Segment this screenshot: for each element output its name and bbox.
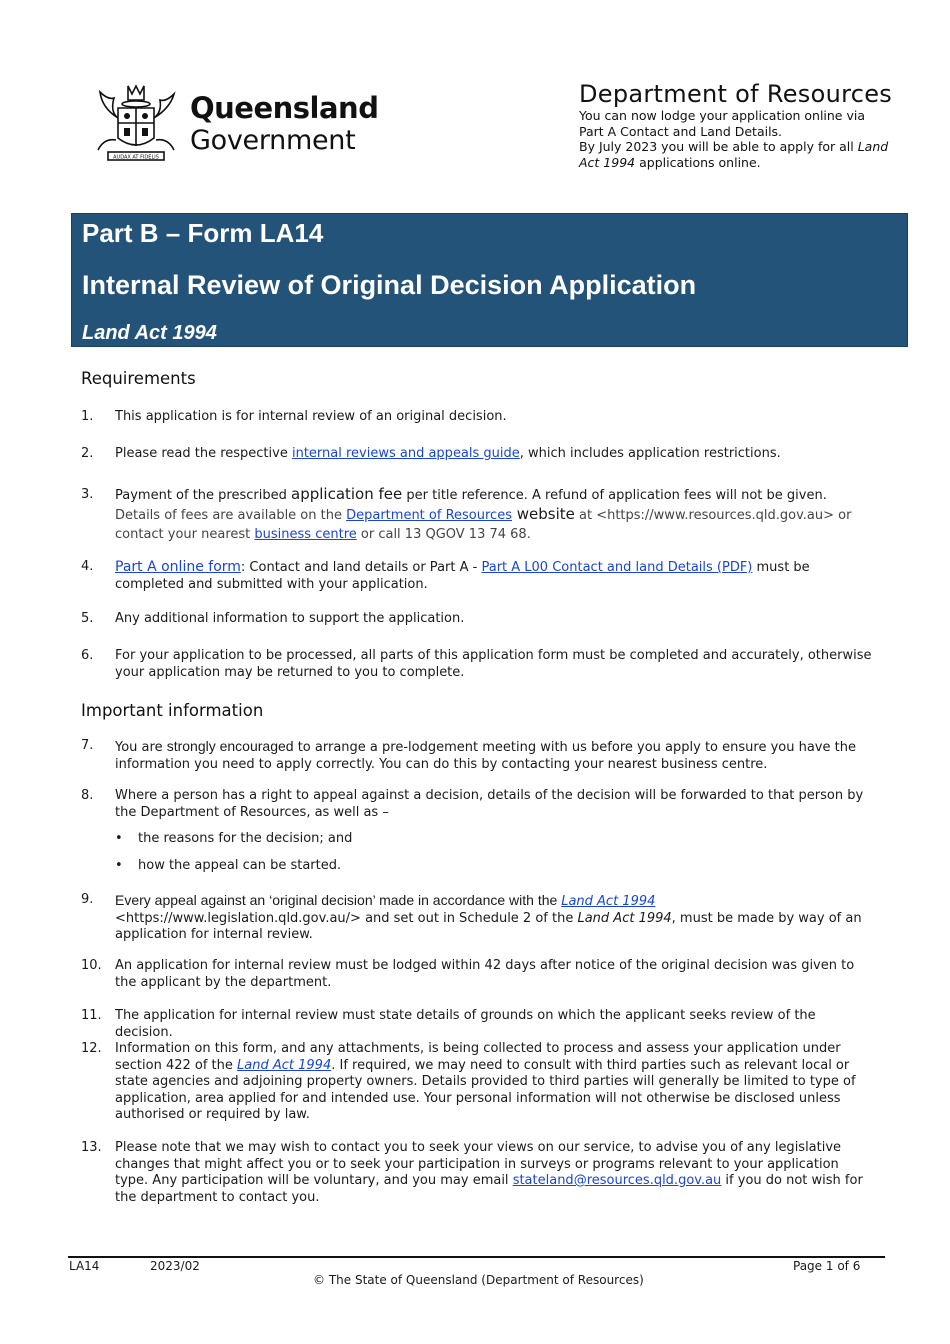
item-text: , must be made by way of an application for internal review.	[115, 910, 862, 942]
item-number: 2.	[81, 446, 94, 461]
item-number: 3.	[81, 487, 94, 502]
form-act-title: Land Act 1994	[82, 322, 217, 344]
item-number: 8.	[81, 788, 94, 803]
item-text: must be completed and submitted with your application.	[115, 560, 810, 592]
note-line-3b: applications online.	[635, 154, 761, 170]
part-a-pdf-link[interactable]: Part A L00 Contact and land Details (PDF)	[481, 560, 753, 575]
item-text: Information on this form, and any attachments, is being collected to process and assess your application under section 422 of the	[115, 1041, 841, 1073]
item-number: 10.	[81, 958, 102, 973]
fee-term: application fee	[291, 485, 403, 503]
footer-divider	[68, 1256, 885, 1258]
footer-form-code: LA14	[69, 1259, 100, 1273]
item-text: Please read the respective	[115, 446, 292, 461]
business-centre-link[interactable]: business centre	[254, 527, 357, 542]
item-text: The application for internal review must state details of grounds on which the applicant seeks review of the decision.	[115, 1008, 816, 1040]
footer-form-date: 2023/02	[150, 1259, 200, 1273]
bullet-icon: •	[115, 858, 123, 873]
item-text: . If required, we may need to consult with third parties such as relevant local or state agencies and adjoining property owners. Details provided to third parties will generally be limited to type of application, area applied for and intended use. Your personal information will not otherwise be disclosed unless authorised or required by law.	[115, 1057, 856, 1122]
item-text: Any additional information to support the application.	[115, 611, 465, 626]
footer-page-number: Page 1 of 6	[793, 1259, 861, 1273]
form-main-title: Internal Review of Original Decision Application	[82, 270, 697, 300]
item-text: if you do not wish for the department to contact you.	[115, 1173, 863, 1205]
website-word: website	[511, 505, 575, 523]
important-information-heading: Important information	[81, 701, 264, 720]
bullet-text: the reasons for the decision; and	[138, 831, 353, 846]
item-number: 11.	[81, 1008, 102, 1023]
land-act-link[interactable]: Land Act 1994	[237, 1057, 332, 1073]
item-text: Every appeal against an ‘original decision’ made in accordance with the	[115, 892, 562, 908]
item-text: : Contact and land details or Part A -	[240, 560, 482, 575]
department-title: Department of Resources	[579, 80, 893, 108]
note-act-name: Land Act 1994	[579, 139, 889, 170]
item-text: This application is for internal review of an original decision.	[115, 409, 507, 424]
act-name: Land Act 1994	[577, 910, 672, 926]
form-part-title: Part B – Form LA14	[82, 218, 324, 248]
item-text: Please note that we may wish to contact you to seek your views on our service, to advise you of any legislative changes that might affect you or to seek your participation in surveys or programs relevant to your application type. Any participation will be voluntary, and you may email	[115, 1140, 842, 1188]
item-number: 9.	[81, 892, 94, 907]
item-text: to arrange a pre-lodgement meeting with us before you apply to ensure you have the information you need to apply correctly. You can do this by contacting your nearest business centre.	[115, 740, 856, 772]
item-text: , which includes application restrictions.	[519, 446, 781, 461]
note-line-3a: By July 2023 you will be able to apply for all	[579, 139, 858, 154]
item-text: at <https://www.resources.qld.gov.au> or contact your nearest	[115, 508, 852, 542]
item-number: 1.	[81, 409, 94, 424]
item-text: For your application to be processed, all parts of this application form must be completed and accurately, otherwise your application may be returned to you to complete.	[115, 648, 872, 680]
requirements-heading: Requirements	[81, 369, 196, 388]
part-a-online-form-link[interactable]: Part A online form	[115, 559, 241, 575]
land-act-link[interactable]: Land Act 1994	[561, 894, 656, 909]
item-number: 7.	[81, 738, 94, 753]
online-lodgement-note	[579, 108, 909, 170]
item-number: 13.	[81, 1140, 102, 1155]
bullet-icon: •	[115, 831, 123, 846]
item-text: per title reference. A refund of application fees will not be given.	[402, 488, 827, 503]
item-number: 6.	[81, 648, 94, 663]
item-text: You are	[115, 740, 167, 755]
queensland-government-logo	[88, 78, 379, 164]
item-text: Details of fees are available on the	[115, 508, 347, 523]
coat-of-arms-icon	[88, 78, 184, 164]
appeals-guide-link[interactable]: internal reviews and appeals guide	[291, 446, 520, 461]
item-number: 5.	[81, 611, 94, 626]
emphasis-text: strongly encouraged	[166, 738, 294, 754]
department-header	[579, 80, 909, 170]
item-text: An application for internal review must be lodged within 42 days after notice of the original decision was given to the applicant by the department.	[115, 958, 855, 990]
footer-copyright: © The State of Queensland (Department of Resources)	[313, 1273, 644, 1287]
item-text: Where a person has a right to appeal against a decision, details of the decision will be forwarded to that person by the Department of Resources, as well as –	[115, 788, 864, 820]
logo-wordmark-government: Government	[190, 125, 356, 156]
form-title-banner	[71, 213, 908, 347]
item-text: Payment of the prescribed	[115, 488, 291, 503]
note-line-1: You can now lodge your application online via	[579, 108, 866, 123]
department-resources-link[interactable]: Department of Resources	[346, 508, 512, 523]
note-line-2: Part A Contact and Land Details.	[579, 123, 783, 139]
item-number: 12.	[81, 1041, 102, 1056]
stateland-email-link[interactable]: stateland@resources.qld.gov.au	[512, 1173, 722, 1188]
item-number: 4.	[81, 559, 94, 574]
bullet-text: how the appeal can be started.	[138, 858, 342, 873]
item-text: or call 13 QGOV 13 74 68.	[356, 527, 531, 542]
item-text: <https://www.legislation.qld.gov.au/> and set out in Schedule 2 of the	[115, 910, 578, 926]
motto-text: AUDAX AT FIDELIS	[113, 154, 159, 161]
logo-wordmark-queensland: Queensland	[190, 91, 379, 125]
